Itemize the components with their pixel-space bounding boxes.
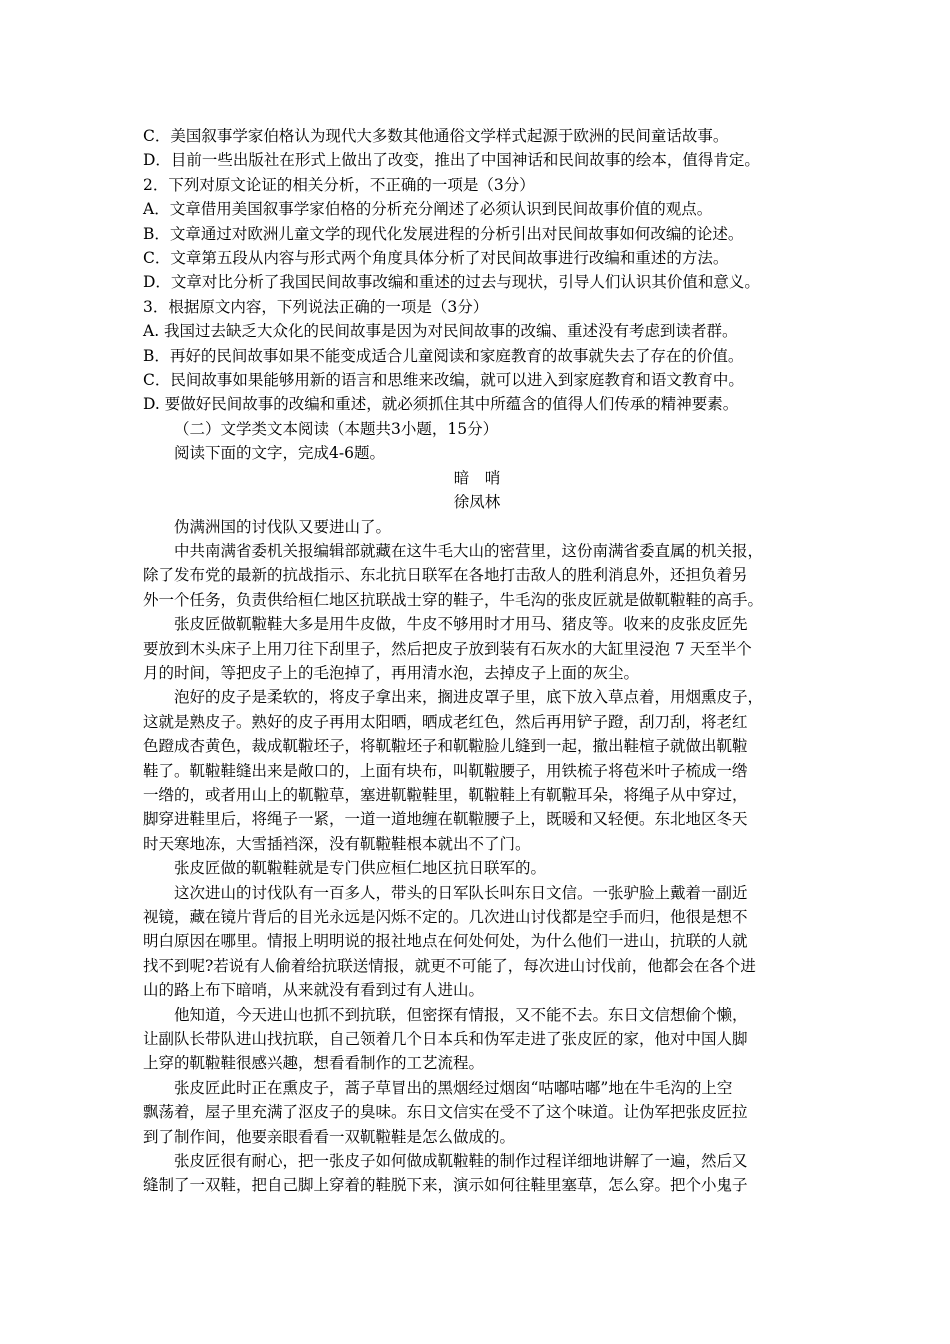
story-line: 张皮匠此时正在熏皮子，蒿子草冒出的黑烟经过烟囱“咕嘟咕嘟”地在牛毛沟的上空 <box>174 1078 733 1097</box>
story-paragraph <box>143 1003 811 1076</box>
question-2-stem: 2．下列对原文论证的相关分析，不正确的一项是（3分） <box>143 175 535 194</box>
story-line: 让副队长带队进山找抗联，自己领着几个日本兵和伪军走进了张皮匠的家，他对中国人脚 <box>143 1030 748 1049</box>
section-instruction: 阅读下面的文字，完成4-6题。 <box>174 444 385 463</box>
story-line: 飘荡着，屋子里充满了沤皮子的臭味。东日文信实在受不了这个味道。让伪军把张皮匠拉 <box>143 1103 748 1122</box>
story-line: 他知道，今天进山也抓不到抗联，但密探有情报，又不能不去。东日文信想偷个懒， <box>174 1005 748 1024</box>
question-3-option-a: A. 我国过去缺乏大众化的民间故事是因为对民间故事的改编、重述没有考虑到读者群。 <box>143 322 738 341</box>
story-line: 这次进山的讨伐队有一百多人，带头的日军队长叫东日文信。一张驴脸上戴着一副近 <box>174 883 748 902</box>
story-line: 张皮匠很有耐心，把一张皮子如何做成靰鞡鞋的制作过程详细地讲解了一遍，然后又 <box>174 1152 748 1171</box>
story-paragraph <box>143 1149 811 1198</box>
story-line: 山的路上布下暗哨，从来就没有看到过有人进山。 <box>143 981 485 1000</box>
story-line: 伪满洲国的讨伐队又要进山了。 <box>174 517 392 536</box>
question-3-option-b: B．再好的民间故事如果不能变成适合儿童阅读和家庭教育的故事就失去了存在的价值。 <box>143 346 744 365</box>
question-2-option-c: C．文章第五段从内容与形式两个角度具体分析了对民间故事进行改编和重述的方法。 <box>143 249 729 268</box>
story-line: 到了制作间，他要亲眼看看一双靰鞡鞋是怎么做成的。 <box>143 1127 516 1146</box>
story-line: 要放到木头床子上用刀往下刮里子，然后把皮子放到装有石灰水的大缸里浸泡 7 天至半个 <box>143 639 752 658</box>
question-2-option-d: D．文章对比分析了我国民间故事改编和重述的过去与现状，引导人们认识其价值和意义。 <box>143 273 760 292</box>
story-paragraph <box>143 539 811 612</box>
story-line: 明白原因在哪里。情报上明明说的报社地点在何处何处，为什么他们一进山，抗联的人就 <box>143 932 748 951</box>
question-2-option-a: A．文章借用美国叙事学家伯格的分析充分阐述了必须认识到民间故事价值的观点。 <box>143 200 713 219</box>
story-paragraph <box>143 881 811 1003</box>
story-paragraph <box>143 1076 811 1149</box>
document-body <box>143 124 811 1198</box>
story-line: 这就是熟皮子。熟好的皮子再用太阳晒，晒成老红色，然后再用铲子蹬，刮刀刮，将老红 <box>143 712 748 731</box>
story-line: 张皮匠做的靰鞡鞋就是专门供应桓仁地区抗日联军的。 <box>174 859 547 878</box>
question-3-option-d: D. 要做好民间故事的改编和重述，就必须抓住其中所蕴含的值得人们传承的精神要素。 <box>143 395 739 414</box>
story-body <box>143 515 811 1198</box>
story-line: 泡好的皮子是柔软的，将皮子拿出来，搁进皮罩子里，底下放入草点着，用烟熏皮子， <box>174 688 764 707</box>
story-line: 色蹬成杏黄色，裁成靰鞡坯子，将靰鞡坯子和靰鞡脸儿缝到一起，撤出鞋楦子就做出靰鞡 <box>143 737 748 756</box>
story-paragraph <box>143 685 811 856</box>
story-line: 缝制了一双鞋，把自己脚上穿着的鞋脱下来，演示如何往鞋里塞草，怎么穿。把个小鬼子 <box>143 1176 748 1195</box>
story-line: 中共南满省委机关报编辑部就藏在这牛毛大山的密营里，这份南满省委直属的机关报， <box>174 541 764 560</box>
story-line: 一绺的，或者用山上的靰鞡草，塞进靰鞡鞋里，靰鞡鞋上有靰鞡耳朵，将绳子从中穿过， <box>143 785 748 804</box>
story-author: 徐凤林 <box>453 493 501 512</box>
question-3-option-c: C．民间故事如果能够用新的语言和思维来改编，就可以进入到家庭教育和语文教育中。 <box>143 371 744 390</box>
question-3-stem: 3．根据原文内容，下列说法正确的一项是（3分） <box>143 297 489 316</box>
story-line: 上穿的靰鞡鞋很感兴趣，想看看制作的工艺流程。 <box>143 1054 485 1073</box>
section-heading: （二）文学类文本阅读（本题共3小题，15分） <box>174 419 499 438</box>
story-paragraph <box>143 856 811 880</box>
question-1-option-c: C．美国叙事学家伯格认为现代大多数其他通俗文学样式起源于欧洲的民间童话故事。 <box>143 127 729 145</box>
story-line: 找不到呢?若说有人偷着给抗联送情报，就更不可能了，每次进山讨伐前，他都会在各个进 <box>143 956 756 975</box>
story-line: 视镜，藏在镜片背后的目光永远是闪烁不定的。几次进山讨伐都是空手而归，他很是想不 <box>143 908 748 926</box>
story-line: 张皮匠做靰鞡鞋大多是用牛皮做，牛皮不够用时才用马、猪皮等。收来的皮张皮匠先 <box>174 615 748 634</box>
story-paragraph <box>143 515 811 539</box>
story-line: 时天寒地冻，大雪插裆深，没有靰鞡鞋根本就出不了门。 <box>143 834 531 853</box>
story-line: 脚穿进鞋里后，将绳子一紧，一道一道地缠在靰鞡腰子上，既暖和又轻便。东北地区冬天 <box>143 810 748 829</box>
question-2-option-b: B．文章通过对欧洲儿童文学的现代化发展进程的分析引出对民间故事如何改编的论述。 <box>143 224 744 243</box>
story-paragraph <box>143 612 811 685</box>
story-line: 外一个任务，负责供给桓仁地区抗联战士穿的鞋子，牛毛沟的张皮匠就是做靰鞡鞋的高手。 <box>143 590 764 609</box>
question-1-option-d: D．目前一些出版社在形式上做出了改变，推出了中国神话和民间故事的绘本，值得肯定。 <box>143 151 760 170</box>
story-line: 除了发布党的最新的抗战指示、东北抗日联军在各地打击敌人的胜利消息外，还担负着另 <box>143 566 748 585</box>
story-title: 暗 哨 <box>453 468 501 487</box>
story-line: 鞋了。靰鞡鞋缝出来是敞口的，上面有块布，叫靰鞡腰子，用铁梳子将苞米叶子梳成一绺 <box>143 761 748 780</box>
story-line: 月的时间，等把皮子上的毛泡掉了，再用清水泡，去掉皮子上面的灰尘。 <box>143 663 640 682</box>
